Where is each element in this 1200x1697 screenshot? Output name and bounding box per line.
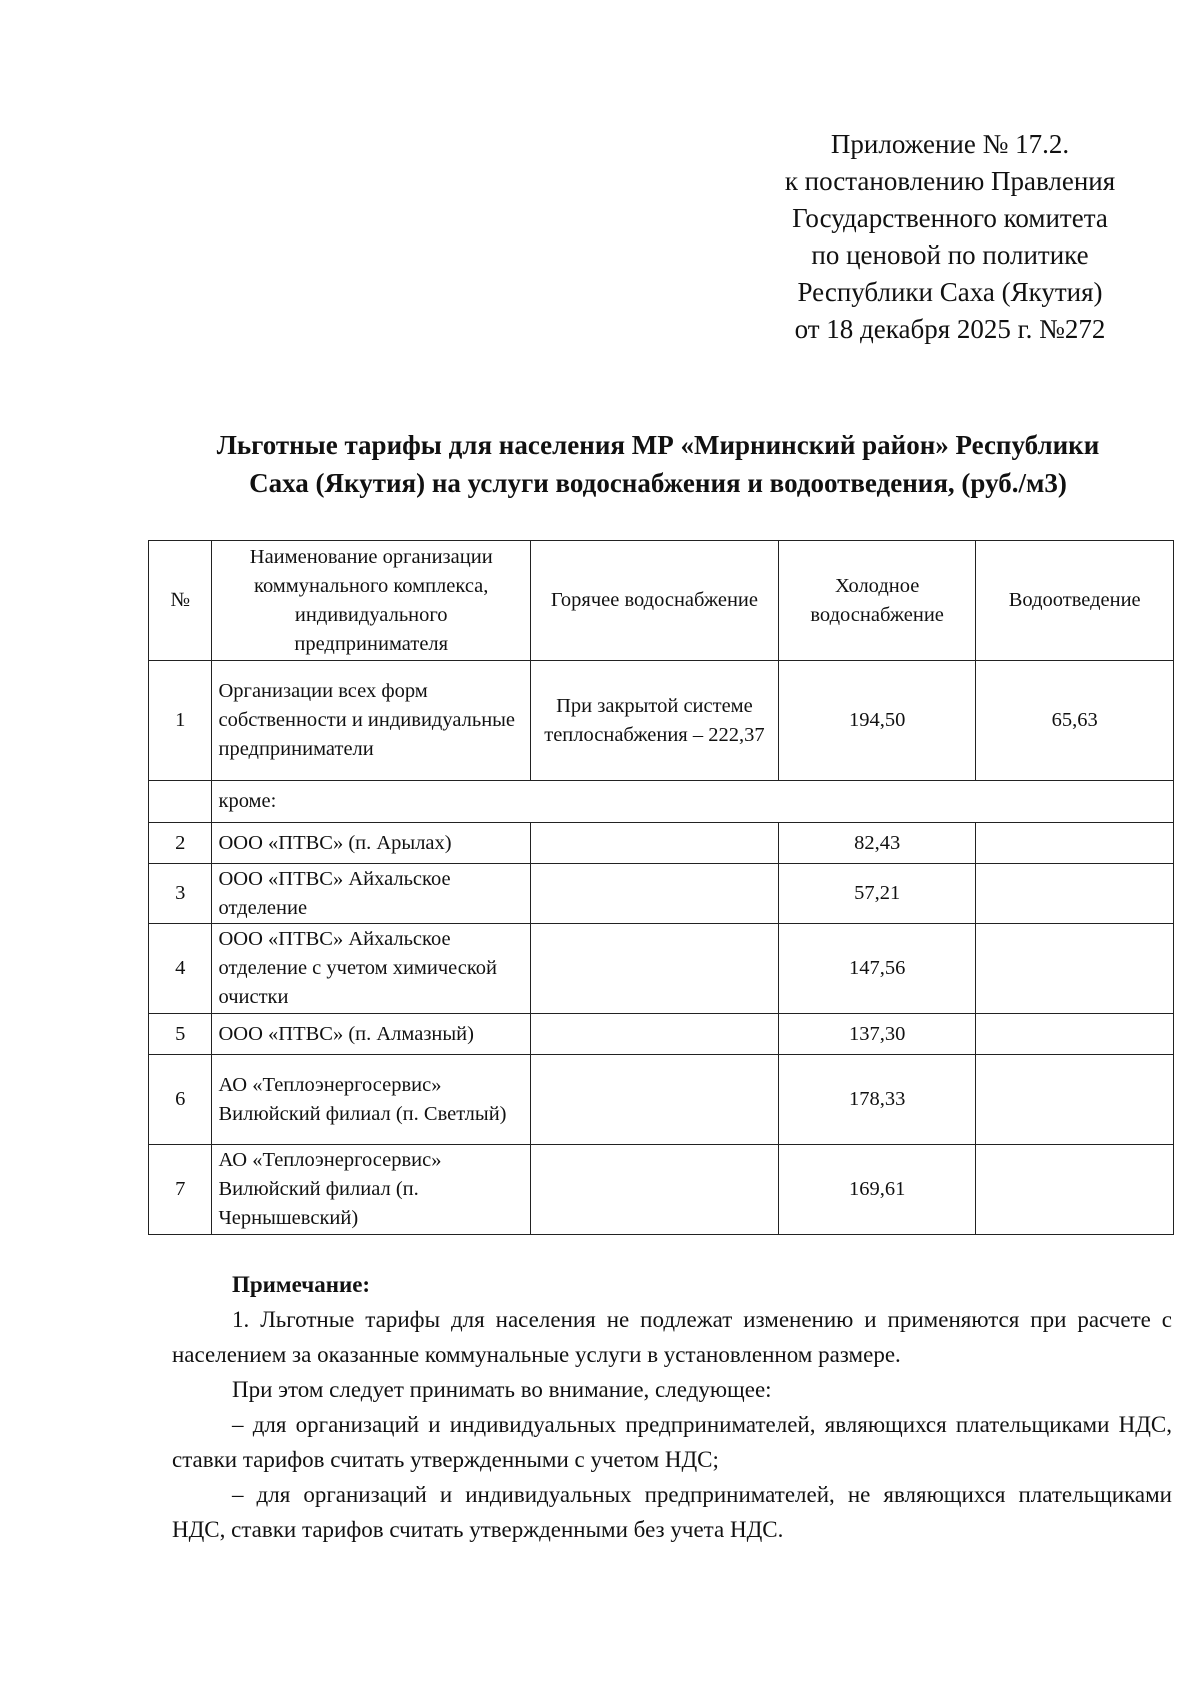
cell-name: ООО «ПТВС» Айхальское отделение с учетом химической очистки — [212, 924, 530, 1014]
table-row — [149, 864, 1174, 924]
appendix-line: от 18 декабря 2025 г. №272 — [794, 314, 1106, 344]
cell-cold-water: 178,33 — [778, 1055, 976, 1145]
cell-wastewater — [976, 864, 1174, 924]
header-name: Наименование организации коммунального комплекса, индивидуального предпринимателя — [212, 541, 530, 661]
cell-num: 7 — [149, 1145, 212, 1235]
cell-cold-water: 194,50 — [778, 661, 976, 781]
cell-wastewater — [976, 1014, 1174, 1055]
notes-paragraph: 1. Льготные тарифы для населения не подлежат изменению и применяются при расчете с населением за оказанные коммунальные услуги в установленном размере. — [172, 1307, 1172, 1367]
cell-name: ООО «ПТВС» (п. Арылах) — [212, 823, 530, 864]
cell-hot-water — [530, 823, 778, 864]
title-line: Саха (Якутия) на услуги водоснабжения и водоотведения, (руб./м3) — [249, 468, 1067, 498]
cell-cold-water: 147,56 — [778, 924, 976, 1014]
appendix-line: Республики Саха (Якутия) — [797, 277, 1103, 307]
cell-wastewater — [976, 924, 1174, 1014]
cell-name: АО «Теплоэнергосервис» Вилюйский филиал (п. Чернышевский) — [212, 1145, 530, 1235]
notes-paragraph: При этом следует принимать во внимание, следующее: — [232, 1377, 772, 1402]
cell-num: 1 — [149, 661, 212, 781]
cell-name: ООО «ПТВС» (п. Алмазный) — [212, 1014, 530, 1055]
appendix-line: к постановлению Правления — [784, 166, 1116, 196]
cell-num: 2 — [149, 823, 212, 864]
except-label: кроме: — [212, 781, 1174, 823]
header-cold-water: Холодное водоснабжение — [778, 541, 976, 661]
cell-hot-water — [530, 1055, 778, 1145]
table-row — [149, 924, 1174, 1014]
cell-wastewater — [976, 823, 1174, 864]
table-row — [149, 1055, 1174, 1145]
appendix-line: Государственного комитета — [792, 203, 1108, 233]
cell-hot-water — [530, 1014, 778, 1055]
cell-num: 6 — [149, 1055, 212, 1145]
title-line: Льготные тарифы для населения МР «Мирнинский район» Республики — [216, 430, 1100, 460]
table-row-except — [149, 781, 1174, 823]
cell-wastewater — [976, 1145, 1174, 1235]
cell-hot-water: При закрытой системе теплоснабжения – 222,37 — [530, 661, 778, 781]
table-header-row — [149, 541, 1174, 661]
cell-num — [149, 781, 212, 823]
table-row — [149, 661, 1174, 781]
cell-cold-water: 169,61 — [778, 1145, 976, 1235]
cell-wastewater: 65,63 — [976, 661, 1174, 781]
header-wastewater: Водоотведение — [976, 541, 1174, 661]
cell-cold-water: 137,30 — [778, 1014, 976, 1055]
cell-cold-water: 57,21 — [778, 864, 976, 924]
appendix-block — [770, 126, 1130, 348]
notes-heading: Примечание: — [232, 1272, 371, 1297]
notes-paragraph: – для организаций и индивидуальных предпринимателей, не являющихся плательщиками НДС, ставки тарифов считать утвержденными без учета НДС. — [172, 1482, 1172, 1542]
tariff-table — [148, 540, 1174, 1235]
cell-name: АО «Теплоэнергосервис» Вилюйский филиал (п. Светлый) — [212, 1055, 530, 1145]
table-row — [149, 1145, 1174, 1235]
appendix-line: по ценовой по политике — [811, 240, 1089, 270]
cell-wastewater — [976, 1055, 1174, 1145]
table-row — [149, 1014, 1174, 1055]
table-row — [149, 823, 1174, 864]
cell-num: 4 — [149, 924, 212, 1014]
document-title — [140, 426, 1176, 502]
cell-num: 5 — [149, 1014, 212, 1055]
cell-hot-water — [530, 924, 778, 1014]
cell-hot-water — [530, 1145, 778, 1235]
header-num: № — [149, 541, 212, 661]
cell-hot-water — [530, 864, 778, 924]
notes-paragraph: – для организаций и индивидуальных предпринимателей, являющихся плательщиками НДС, ставки тарифов считать утвержденными с учетом НДС; — [172, 1412, 1172, 1472]
notes-section — [172, 1267, 1172, 1547]
cell-name: ООО «ПТВС» Айхальское отделение — [212, 864, 530, 924]
cell-name: Организации всех форм собственности и индивидуальные предприниматели — [212, 661, 530, 781]
appendix-line: Приложение № 17.2. — [830, 129, 1070, 159]
cell-num: 3 — [149, 864, 212, 924]
header-hot-water: Горячее водоснабжение — [530, 541, 778, 661]
cell-cold-water: 82,43 — [778, 823, 976, 864]
